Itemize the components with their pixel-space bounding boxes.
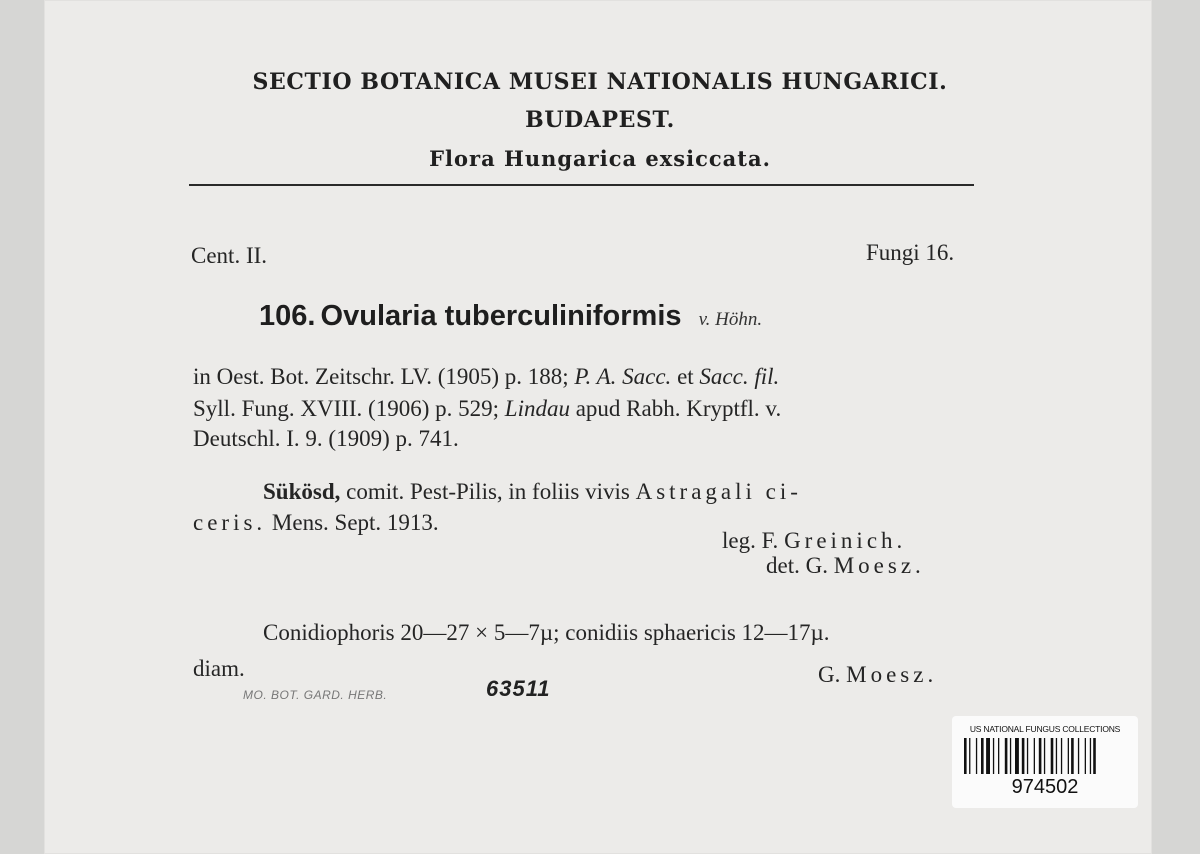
species-heading [259,300,762,333]
description-line-2: diam. [193,656,245,681]
century-label: Cent. II. [191,243,268,268]
header-divider [189,184,974,186]
collector-line [722,528,906,554]
collection-title: Flora Hungarica exsiccata. [429,146,771,171]
determiner-prefix: det. G. [766,553,834,578]
locality-line-1 [263,479,802,505]
herbarium-stamp: MO. BOT. GARD. HERB. [243,688,388,702]
host-name: ceris. [193,510,267,535]
locality-text: comit. Pest-Pilis, in foliis vivis [340,479,636,504]
accession-number: 63511 [486,676,551,701]
barcode-institution: US NATIONAL FUNGUS COLLECTIONS [969,724,1121,734]
citation-author: P. A. Sacc. [574,364,672,389]
host-name: Astragali ci- [635,479,802,504]
city-header: BUDAPEST. [525,107,675,133]
species-author: v. Höhn. [698,309,763,330]
series-label: Fungi 16. [866,240,955,265]
determiner-name: Moesz. [833,553,925,578]
collector-name: Greinich. [784,528,907,553]
citation-text: apud Rabh. Kryptfl. v. [569,396,782,421]
citation-line-1 [193,364,779,390]
citation-author: Sacc. fil. [699,364,780,389]
citation-text: et [671,364,700,389]
barcode-label [952,716,1138,808]
citation-text: in Oest. Bot. Zeitschr. LV. (1905) p. 188; [193,364,575,389]
locality-place: Sükösd, [263,479,341,504]
description-author: G. Moesz. [818,662,938,687]
citation-line-2 [193,396,781,422]
citation-text: Syll. Fung. XVIII. (1906) p. 529; [193,396,505,421]
description-line-1: Conidiophoris 20—27 × 5—7µ; conidiis sphaericis 12—17µ. [263,620,830,645]
institution-header: SECTIO BOTANICA MUSEI NATIONALIS HUNGARICI. [252,69,948,95]
citation-line-3: Deutschl. I. 9. (1909) p. 741. [193,426,459,451]
species-name: Ovularia tuberculiniformis [320,300,682,332]
description-author-name: Moesz. [846,662,938,687]
species-number: 106. [259,300,316,332]
citation-author: Lindau [504,396,570,421]
determiner-line [766,553,925,579]
collector-prefix: leg. F. [722,528,785,553]
barcode-icon [964,738,1126,774]
barcode-number: 974502 [1011,776,1079,798]
locality-line-2 [193,510,439,536]
locality-date: Mens. Sept. 1913. [266,510,439,535]
